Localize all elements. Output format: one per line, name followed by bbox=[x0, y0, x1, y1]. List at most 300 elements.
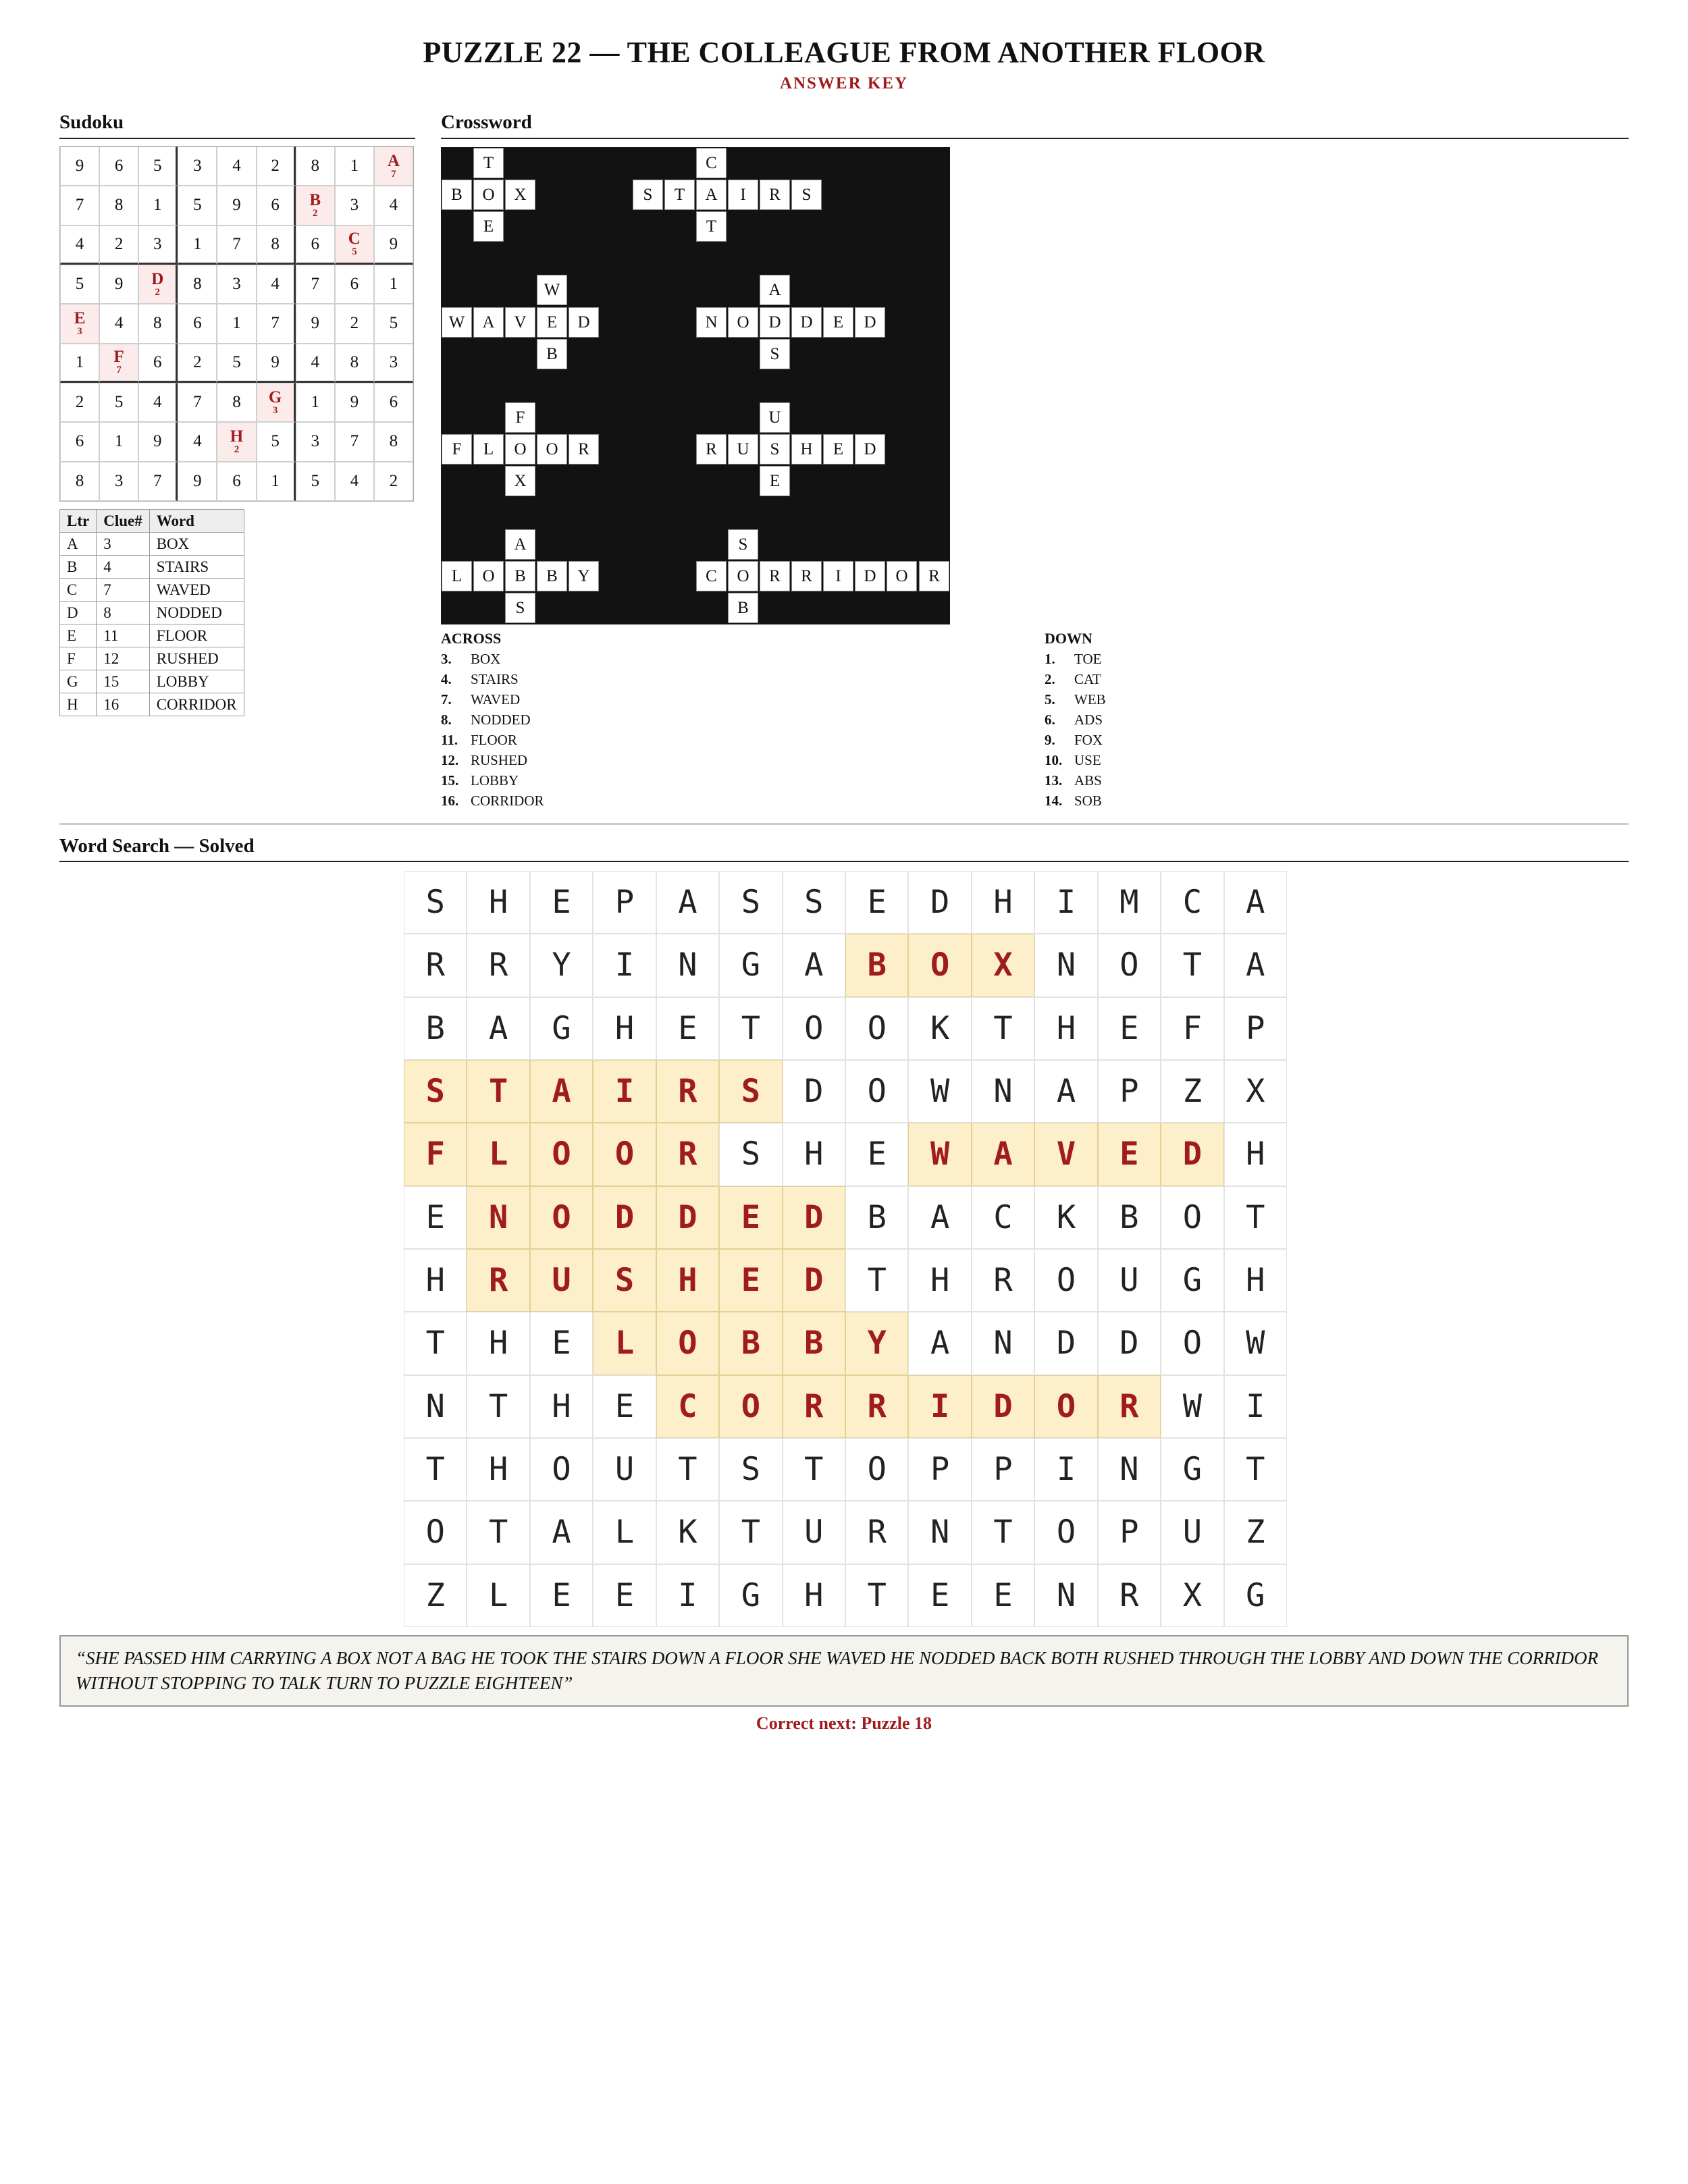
key-table-cell: STAIRS bbox=[149, 556, 244, 579]
sudoku-cell bbox=[217, 265, 256, 304]
sudoku-cell-value: 9 bbox=[114, 275, 124, 294]
sudoku-cell bbox=[374, 225, 413, 265]
sudoku-cell bbox=[60, 186, 99, 225]
crossword-cell: E bbox=[473, 211, 504, 242]
sudoku-heading-rule bbox=[59, 138, 415, 139]
word-search-letter: L bbox=[593, 1312, 656, 1375]
word-search-letter: A bbox=[1034, 1060, 1097, 1123]
word-search-letter: A bbox=[972, 1123, 1034, 1186]
crossword-heading-rule bbox=[441, 138, 1629, 139]
sudoku-cell bbox=[178, 383, 217, 422]
crossword-cell: S bbox=[760, 339, 790, 369]
word-search-letter: T bbox=[656, 1438, 719, 1501]
sudoku-cell bbox=[60, 265, 99, 304]
sudoku-cell bbox=[217, 304, 256, 343]
word-search-letter: S bbox=[404, 871, 467, 934]
word-search-letter: R bbox=[845, 1501, 908, 1564]
sudoku-cell bbox=[217, 344, 256, 383]
sudoku-cell bbox=[138, 344, 178, 383]
sudoku-cell bbox=[374, 304, 413, 343]
sudoku-cell-value: 1 bbox=[350, 157, 359, 176]
crossword-cell: D bbox=[569, 307, 599, 338]
key-table-row bbox=[60, 579, 244, 602]
crossword-cell: S bbox=[760, 434, 790, 464]
crossword-cell: S bbox=[791, 180, 822, 210]
word-search-letter: V bbox=[1034, 1123, 1097, 1186]
word-search-letter: U bbox=[783, 1501, 845, 1564]
word-search-letter: H bbox=[1224, 1123, 1287, 1186]
sudoku-cell bbox=[374, 147, 413, 186]
word-search-letter: T bbox=[783, 1438, 845, 1501]
word-search-letter: R bbox=[467, 1249, 529, 1312]
word-search-letter: I bbox=[1224, 1375, 1287, 1438]
word-search-letter: C bbox=[1161, 871, 1223, 934]
word-search-letter: T bbox=[467, 1060, 529, 1123]
word-search-letter: G bbox=[1224, 1564, 1287, 1627]
sudoku-cell-value: 2 bbox=[114, 234, 124, 253]
sudoku-cell-value: 8 bbox=[114, 196, 124, 215]
word-search-letter: I bbox=[593, 1060, 656, 1123]
clue-answer: FOX bbox=[1074, 732, 1103, 748]
sudoku-cell-value: 2 bbox=[75, 393, 84, 412]
word-search-letter: U bbox=[593, 1438, 656, 1501]
word-search-letter: B bbox=[783, 1312, 845, 1375]
sudoku-cell bbox=[296, 186, 335, 225]
sudoku-cell-value: 3 bbox=[389, 352, 398, 371]
sudoku-cell-value: 2 bbox=[271, 157, 280, 176]
word-search-letter: E bbox=[719, 1249, 782, 1312]
sudoku-cell bbox=[257, 265, 296, 304]
crossword-cell: B bbox=[537, 561, 567, 591]
word-search-letter: O bbox=[845, 997, 908, 1060]
word-search-letter: R bbox=[972, 1249, 1034, 1312]
sudoku-cell bbox=[99, 422, 138, 461]
word-search-letter: T bbox=[404, 1312, 467, 1375]
crossword-cell: T bbox=[473, 148, 504, 178]
sudoku-cell bbox=[99, 462, 138, 501]
word-search-letter: W bbox=[908, 1060, 971, 1123]
key-table-cell: C bbox=[60, 579, 97, 602]
word-search-letter: E bbox=[530, 871, 593, 934]
sudoku-cell-value: 5 bbox=[193, 196, 202, 215]
sudoku-cell-clue-number: 7 bbox=[116, 365, 122, 376]
sudoku-cell-value: 9 bbox=[350, 393, 359, 412]
sudoku-cell bbox=[374, 383, 413, 422]
word-search-letter: G bbox=[1161, 1249, 1223, 1312]
word-search-letter: D bbox=[783, 1249, 845, 1312]
word-search-letter: I bbox=[908, 1375, 971, 1438]
sudoku-cell bbox=[335, 186, 374, 225]
sudoku-cell-value: 7 bbox=[153, 471, 162, 490]
crossword-cell: R bbox=[919, 561, 949, 591]
crossword-cell: T bbox=[696, 211, 727, 242]
sudoku-cell bbox=[217, 147, 256, 186]
word-search-letter: O bbox=[404, 1501, 467, 1564]
crossword-cell: R bbox=[791, 561, 822, 591]
sudoku-cell bbox=[335, 147, 374, 186]
clue-item bbox=[441, 710, 544, 730]
word-search-letter: Y bbox=[845, 1312, 908, 1375]
sudoku-cell bbox=[296, 225, 335, 265]
word-search-letter: F bbox=[1161, 997, 1223, 1060]
crossword-cell: B bbox=[728, 593, 758, 623]
clue-item bbox=[1045, 791, 1106, 811]
crossword-cell: R bbox=[760, 180, 790, 210]
sudoku-cell-value: 9 bbox=[75, 157, 84, 176]
key-table-cell: 7 bbox=[97, 579, 150, 602]
word-search-letter: E bbox=[404, 1186, 467, 1249]
word-search-letter: A bbox=[656, 871, 719, 934]
word-search-letter: S bbox=[593, 1249, 656, 1312]
sudoku-cell bbox=[138, 383, 178, 422]
word-search-letter: O bbox=[1098, 934, 1161, 996]
word-search-letter: D bbox=[1034, 1312, 1097, 1375]
sudoku-cell-value: 9 bbox=[232, 196, 241, 215]
sudoku-cell bbox=[99, 225, 138, 265]
sudoku-cell bbox=[257, 225, 296, 265]
clue-answer: STAIRS bbox=[471, 671, 519, 687]
sudoku-heading: Sudoku bbox=[59, 111, 124, 133]
crossword-cell: R bbox=[696, 434, 727, 464]
word-search-letter: B bbox=[719, 1312, 782, 1375]
sudoku-cell bbox=[138, 225, 178, 265]
word-search-letter: U bbox=[530, 1249, 593, 1312]
key-table-cell: E bbox=[60, 624, 97, 647]
sudoku-cell bbox=[99, 265, 138, 304]
sudoku-cell bbox=[374, 186, 413, 225]
key-table-body bbox=[60, 533, 244, 716]
word-search-letter: A bbox=[1224, 871, 1287, 934]
sudoku-cell bbox=[138, 422, 178, 461]
sudoku-cell bbox=[138, 304, 178, 343]
crossword-cell: X bbox=[505, 466, 535, 496]
sudoku-cell bbox=[296, 147, 335, 186]
sudoku-cell bbox=[60, 344, 99, 383]
crossword-cell: D bbox=[855, 307, 885, 338]
word-search-letter: N bbox=[467, 1186, 529, 1249]
sudoku-cell bbox=[178, 186, 217, 225]
sudoku-cell-clue-number: 2 bbox=[234, 444, 240, 455]
sudoku-cell-clue-number: 2 bbox=[155, 286, 161, 298]
word-search-letter: U bbox=[1098, 1249, 1161, 1312]
sudoku-cell-value: 8 bbox=[311, 157, 319, 176]
crossword-cell: F bbox=[442, 434, 472, 464]
sudoku-cell bbox=[178, 462, 217, 501]
crossword-cell: V bbox=[505, 307, 535, 338]
word-search-letter: H bbox=[467, 1312, 529, 1375]
across-clue-list bbox=[441, 649, 544, 811]
word-search-letter: E bbox=[530, 1564, 593, 1627]
sudoku-cell bbox=[178, 265, 217, 304]
sudoku-cell-value: 4 bbox=[311, 352, 319, 371]
clue-item bbox=[1045, 689, 1106, 710]
word-search-letter: O bbox=[530, 1186, 593, 1249]
sudoku-cell-value: 1 bbox=[75, 352, 84, 371]
sudoku-cell-value: 6 bbox=[311, 234, 319, 253]
clue-item bbox=[441, 791, 544, 811]
crossword-cell: I bbox=[823, 561, 853, 591]
sudoku-cell-value: 7 bbox=[350, 432, 359, 451]
key-table-cell: 15 bbox=[97, 670, 150, 693]
clue-number: 10. bbox=[1045, 752, 1063, 768]
crossword-cell: W bbox=[537, 275, 567, 305]
word-search-letter: G bbox=[1161, 1438, 1223, 1501]
word-search-letter: N bbox=[404, 1375, 467, 1438]
clue-number: 7. bbox=[441, 691, 452, 708]
word-search-letter: H bbox=[593, 997, 656, 1060]
sudoku-cell-value: H bbox=[230, 427, 244, 446]
word-search-letter: R bbox=[1098, 1375, 1161, 1438]
sudoku-cell-value: 9 bbox=[193, 471, 202, 490]
clue-answer: CAT bbox=[1074, 671, 1101, 687]
word-search-letter: Z bbox=[1161, 1060, 1223, 1123]
sudoku-cell-clue-number: 3 bbox=[77, 325, 82, 337]
sudoku-cell-value: 6 bbox=[114, 157, 124, 176]
sudoku-cell bbox=[335, 344, 374, 383]
sudoku-cell-value: 6 bbox=[75, 432, 84, 451]
clue-answer: WEB bbox=[1074, 691, 1106, 708]
sudoku-cell-value: 8 bbox=[389, 432, 398, 451]
sudoku-cell-value: 8 bbox=[193, 275, 202, 294]
sudoku-cell bbox=[257, 344, 296, 383]
key-table-column-header: Word bbox=[149, 510, 244, 533]
word-search-letter: S bbox=[719, 1060, 782, 1123]
sudoku-cell bbox=[99, 383, 138, 422]
clue-number: 9. bbox=[1045, 732, 1055, 748]
crossword-cell: U bbox=[760, 402, 790, 433]
crossword-cell: E bbox=[823, 434, 853, 464]
word-search-letter: E bbox=[656, 997, 719, 1060]
word-search-letter: B bbox=[845, 1186, 908, 1249]
word-search-letter: H bbox=[908, 1249, 971, 1312]
sudoku-cell-value: 5 bbox=[389, 314, 398, 333]
word-search-letter: D bbox=[908, 871, 971, 934]
clue-item bbox=[441, 770, 544, 791]
crossword-cell: O bbox=[473, 180, 504, 210]
crossword-cell: B bbox=[442, 180, 472, 210]
word-search-letter: A bbox=[783, 934, 845, 996]
word-search-letter: R bbox=[404, 934, 467, 996]
crossword-cell: Y bbox=[569, 561, 599, 591]
word-search-letter: X bbox=[1161, 1564, 1223, 1627]
clue-number: 8. bbox=[441, 712, 452, 728]
clue-number: 3. bbox=[441, 651, 452, 667]
sudoku-cell bbox=[296, 344, 335, 383]
clue-answer: RUSHED bbox=[471, 752, 528, 768]
hidden-message-quote: “SHE PASSED HIM CARRYING A BOX NOT A BAG HE TOOK THE STAIRS DOWN A FLOOR SHE WAVED HE NODDED BACK BOTH RUSHED THROUGH THE LOBBY AND DOWN THE CORRIDOR WITHOUT STOPPING TO TALK TURN TO PUZZLE EIGHTEEN” bbox=[59, 1635, 1629, 1707]
sudoku-cell-value: 6 bbox=[153, 352, 162, 371]
word-search-letter: D bbox=[783, 1186, 845, 1249]
key-table-cell: RUSHED bbox=[149, 647, 244, 670]
crossword-heading: Crossword bbox=[441, 111, 532, 133]
clue-item bbox=[1045, 669, 1106, 689]
sudoku-cell-value: 4 bbox=[271, 275, 280, 294]
sudoku-cell-value: 5 bbox=[153, 157, 162, 176]
clue-item bbox=[1045, 770, 1106, 791]
sudoku-cell bbox=[217, 186, 256, 225]
clue-answer: LOBBY bbox=[471, 772, 519, 789]
sudoku-cell-value: 5 bbox=[271, 432, 280, 451]
crossword-cell: U bbox=[728, 434, 758, 464]
crossword-cell: T bbox=[664, 180, 695, 210]
word-search-letter: T bbox=[1161, 934, 1223, 996]
clue-number: 4. bbox=[441, 671, 452, 687]
key-table-cell: NODDED bbox=[149, 602, 244, 624]
crossword-cell: R bbox=[760, 561, 790, 591]
word-search-letter: O bbox=[1161, 1186, 1223, 1249]
sudoku-cell-value: B bbox=[309, 190, 321, 209]
word-search-letter: R bbox=[656, 1123, 719, 1186]
word-search-letter: H bbox=[783, 1123, 845, 1186]
word-search-letter: E bbox=[593, 1564, 656, 1627]
word-search-letter: A bbox=[908, 1186, 971, 1249]
key-table-cell: B bbox=[60, 556, 97, 579]
sudoku-cell-value: 8 bbox=[153, 314, 162, 333]
clue-number: 11. bbox=[441, 732, 458, 748]
sudoku-cell bbox=[296, 265, 335, 304]
key-table-column-header: Clue# bbox=[97, 510, 150, 533]
key-table-cell: 11 bbox=[97, 624, 150, 647]
clue-answer: TOE bbox=[1074, 651, 1102, 667]
crossword-cell: S bbox=[633, 180, 663, 210]
crossword-cell: O bbox=[473, 561, 504, 591]
crossword-cell: F bbox=[505, 402, 535, 433]
word-search-letter: G bbox=[719, 1564, 782, 1627]
sudoku-cell-value: 1 bbox=[153, 196, 162, 215]
word-search-letter: B bbox=[404, 997, 467, 1060]
sudoku-cell bbox=[257, 383, 296, 422]
word-search-letter: O bbox=[1034, 1375, 1097, 1438]
clue-item bbox=[1045, 750, 1106, 770]
sudoku-cell-value: 8 bbox=[350, 352, 359, 371]
sudoku-cell-value: 1 bbox=[193, 234, 202, 253]
word-search-heading: Word Search — Solved bbox=[59, 835, 255, 857]
sudoku-grid bbox=[59, 146, 414, 502]
sudoku-cell-clue-number: 2 bbox=[312, 207, 318, 219]
sudoku-cell bbox=[138, 265, 178, 304]
key-table-cell: LOBBY bbox=[149, 670, 244, 693]
word-search-letter: P bbox=[1224, 997, 1287, 1060]
word-search-letter: N bbox=[1098, 1438, 1161, 1501]
sudoku-cell bbox=[335, 462, 374, 501]
word-search-letter: T bbox=[719, 997, 782, 1060]
crossword-cell: D bbox=[791, 307, 822, 338]
key-table-cell: G bbox=[60, 670, 97, 693]
sudoku-cell-value: 9 bbox=[389, 234, 398, 253]
sudoku-cell-value: 4 bbox=[232, 157, 241, 176]
word-search-letter: K bbox=[908, 997, 971, 1060]
sudoku-cell-value: 1 bbox=[114, 432, 124, 451]
sudoku-cell bbox=[60, 147, 99, 186]
sudoku-cell-value: 1 bbox=[232, 314, 241, 333]
sudoku-cell bbox=[60, 225, 99, 265]
key-table-row bbox=[60, 556, 244, 579]
crossword-cell: S bbox=[728, 529, 758, 560]
word-search-letter: T bbox=[845, 1249, 908, 1312]
sudoku-cell-value: 5 bbox=[75, 275, 84, 294]
word-search-letter: H bbox=[1034, 997, 1097, 1060]
word-search-letter: E bbox=[593, 1375, 656, 1438]
word-search-letter: E bbox=[719, 1186, 782, 1249]
sudoku-cell-value: 2 bbox=[193, 352, 202, 371]
sudoku-cell-value: 6 bbox=[271, 196, 280, 215]
word-search-letter: T bbox=[467, 1501, 529, 1564]
key-table-cell: A bbox=[60, 533, 97, 556]
word-search-letter: D bbox=[656, 1186, 719, 1249]
sudoku-cell bbox=[138, 462, 178, 501]
key-table-row bbox=[60, 624, 244, 647]
crossword-cell: C bbox=[696, 561, 727, 591]
clue-answer: NODDED bbox=[471, 712, 531, 728]
sudoku-cell-value: 9 bbox=[153, 432, 162, 451]
key-table-cell: 3 bbox=[97, 533, 150, 556]
sudoku-cell bbox=[60, 304, 99, 343]
sudoku-cell-value: 7 bbox=[232, 234, 241, 253]
word-search-letter: T bbox=[719, 1501, 782, 1564]
sudoku-cell-value: 6 bbox=[350, 275, 359, 294]
crossword-cell: L bbox=[442, 561, 472, 591]
word-search-letter: A bbox=[908, 1312, 971, 1375]
sudoku-cell bbox=[178, 422, 217, 461]
word-search-letter: N bbox=[1034, 1564, 1097, 1627]
sudoku-cell-value: 4 bbox=[389, 196, 398, 215]
word-search-letter: P bbox=[972, 1438, 1034, 1501]
word-search-letter: I bbox=[593, 934, 656, 996]
word-search-letter: U bbox=[1161, 1501, 1223, 1564]
sudoku-cell bbox=[217, 422, 256, 461]
word-search-letter: G bbox=[530, 997, 593, 1060]
crossword-cell: D bbox=[760, 307, 790, 338]
word-search-letter: A bbox=[530, 1060, 593, 1123]
word-search-letter: N bbox=[656, 934, 719, 996]
sudoku-cell bbox=[296, 383, 335, 422]
word-search-letter: C bbox=[972, 1186, 1034, 1249]
sudoku-cell-value: 1 bbox=[389, 275, 398, 294]
sudoku-cell bbox=[335, 422, 374, 461]
clue-answer: SOB bbox=[1074, 793, 1102, 809]
sudoku-cell bbox=[257, 186, 296, 225]
sudoku-cell bbox=[374, 462, 413, 501]
down-heading: DOWN bbox=[1045, 630, 1092, 647]
sudoku-cell bbox=[217, 462, 256, 501]
sudoku-cell-value: 2 bbox=[350, 314, 359, 333]
key-table-cell: H bbox=[60, 693, 97, 716]
word-search-letter: H bbox=[467, 1438, 529, 1501]
crossword-cell: L bbox=[473, 434, 504, 464]
crossword-cell: D bbox=[855, 434, 885, 464]
key-table-row bbox=[60, 602, 244, 624]
word-search-letter: R bbox=[656, 1060, 719, 1123]
clue-number: 13. bbox=[1045, 772, 1063, 789]
crossword-cell: R bbox=[569, 434, 599, 464]
clue-answer: ABS bbox=[1074, 772, 1102, 789]
word-search-letter: E bbox=[1098, 997, 1161, 1060]
sudoku-cell-value: 4 bbox=[114, 314, 124, 333]
crossword-cell: I bbox=[728, 180, 758, 210]
clue-item bbox=[441, 689, 544, 710]
key-table-row bbox=[60, 533, 244, 556]
word-search-letter: K bbox=[1034, 1186, 1097, 1249]
sudoku-cell-clue-number: 5 bbox=[352, 246, 357, 258]
sudoku-cell bbox=[217, 225, 256, 265]
word-search-letter: T bbox=[404, 1438, 467, 1501]
key-table-row bbox=[60, 670, 244, 693]
word-search-letter: O bbox=[1161, 1312, 1223, 1375]
crossword-cell: O bbox=[728, 561, 758, 591]
word-search-letter: A bbox=[530, 1501, 593, 1564]
crossword-cell: W bbox=[442, 307, 472, 338]
sudoku-cell-value: 4 bbox=[350, 471, 359, 490]
